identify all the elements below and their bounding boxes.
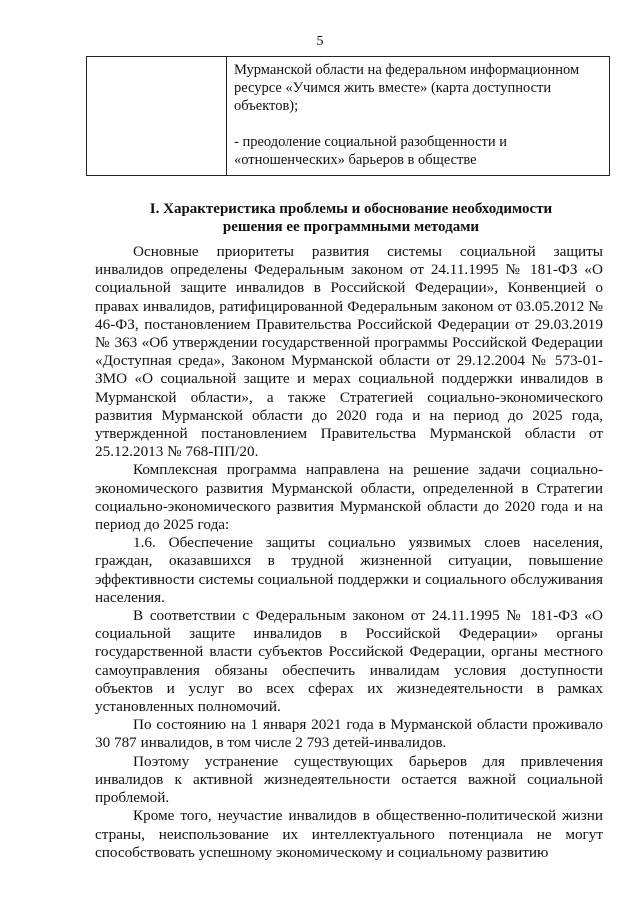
paragraph: По состоянию на 1 января 2021 года в Мурманской области проживало 30 787 инвалидов, в том числе 2 793 детей-инвалидов.	[95, 716, 603, 752]
continuation-table	[86, 56, 610, 176]
paragraph: Комплексная программа направлена на решение задачи социально-экономического развития Мурманской области, определенной в Стратегии социально-экономического развития Мурманской области до 2020 года и на период до 2025 года:	[95, 461, 603, 534]
paragraph: В соответствии с Федеральным законом от 24.11.1995 № 181-ФЗ «О социальной защите инвалидов в Российской Федерации» органы государственной власти субъектов Российской Федерации, органы местного самоуправления обязаны обеспечить инвалидам условия доступности объектов и услуг во всех сферах их жизнедеятельности в рамках установленных полномочий.	[95, 607, 603, 716]
table-cell-paragraph: - преодоление социальной разобщенности и «отношенческих» барьеров в обществе	[234, 134, 508, 168]
paragraph: 1.6. Обеспечение защиты социально уязвимых слоев населения, граждан, оказавшихся в трудной жизненной ситуации, повышение эффективности системы социальной поддержки и социального обслуживания населения.	[95, 534, 603, 606]
table-cell-empty	[87, 57, 227, 176]
table-cell-paragraph: Мурманской области на федеральном информационном ресурсе «Учимся жить вместе» (карта доступности объектов);	[234, 62, 580, 114]
paragraph: Кроме того, неучастие инвалидов в общественно-политической жизни страны, неиспользование их интеллектуального потенциала не могут способствовать успешному экономическому и социальному развитию	[95, 807, 603, 861]
section-heading	[96, 200, 606, 236]
section-heading-line: I. Характеристика проблемы и обоснование необходимости	[149, 201, 553, 217]
table-row	[87, 57, 610, 176]
body-text	[95, 243, 603, 862]
table-cell-text	[227, 57, 610, 176]
page-number: 5	[316, 34, 324, 49]
paragraph: Основные приоритеты развития системы социальной защиты инвалидов определены Федеральным законом от 24.11.1995 № 181-ФЗ «О социальной защите инвалидов в Российской Федерации», Конвенцией о правах инвалидов, ратифицированной Федеральным законом от 03.05.2012 № 46-ФЗ, постановлением Правительства Российской Федерации от 29.03.2019 № 363 «Об утверждении государственной программы Российской Федерации «Доступная среда», Законом Мурманской области от 29.12.2004 № 573-01-ЗМО «О социальной защите и мерах социальной поддержки инвалидов в Мурманской области», а также Стратегией социально-экономического развития Мурманской области до 2020 года и на период до 2025 года, утвержденной постановлением Правительства Мурманской области от 25.12.2013 № 768-ПП/20.	[95, 243, 603, 461]
section-heading-line: решения ее программными методами	[222, 219, 480, 235]
paragraph: Поэтому устранение существующих барьеров для привлечения инвалидов к активной жизнедеятельности остается важной социальной проблемой.	[95, 752, 603, 807]
